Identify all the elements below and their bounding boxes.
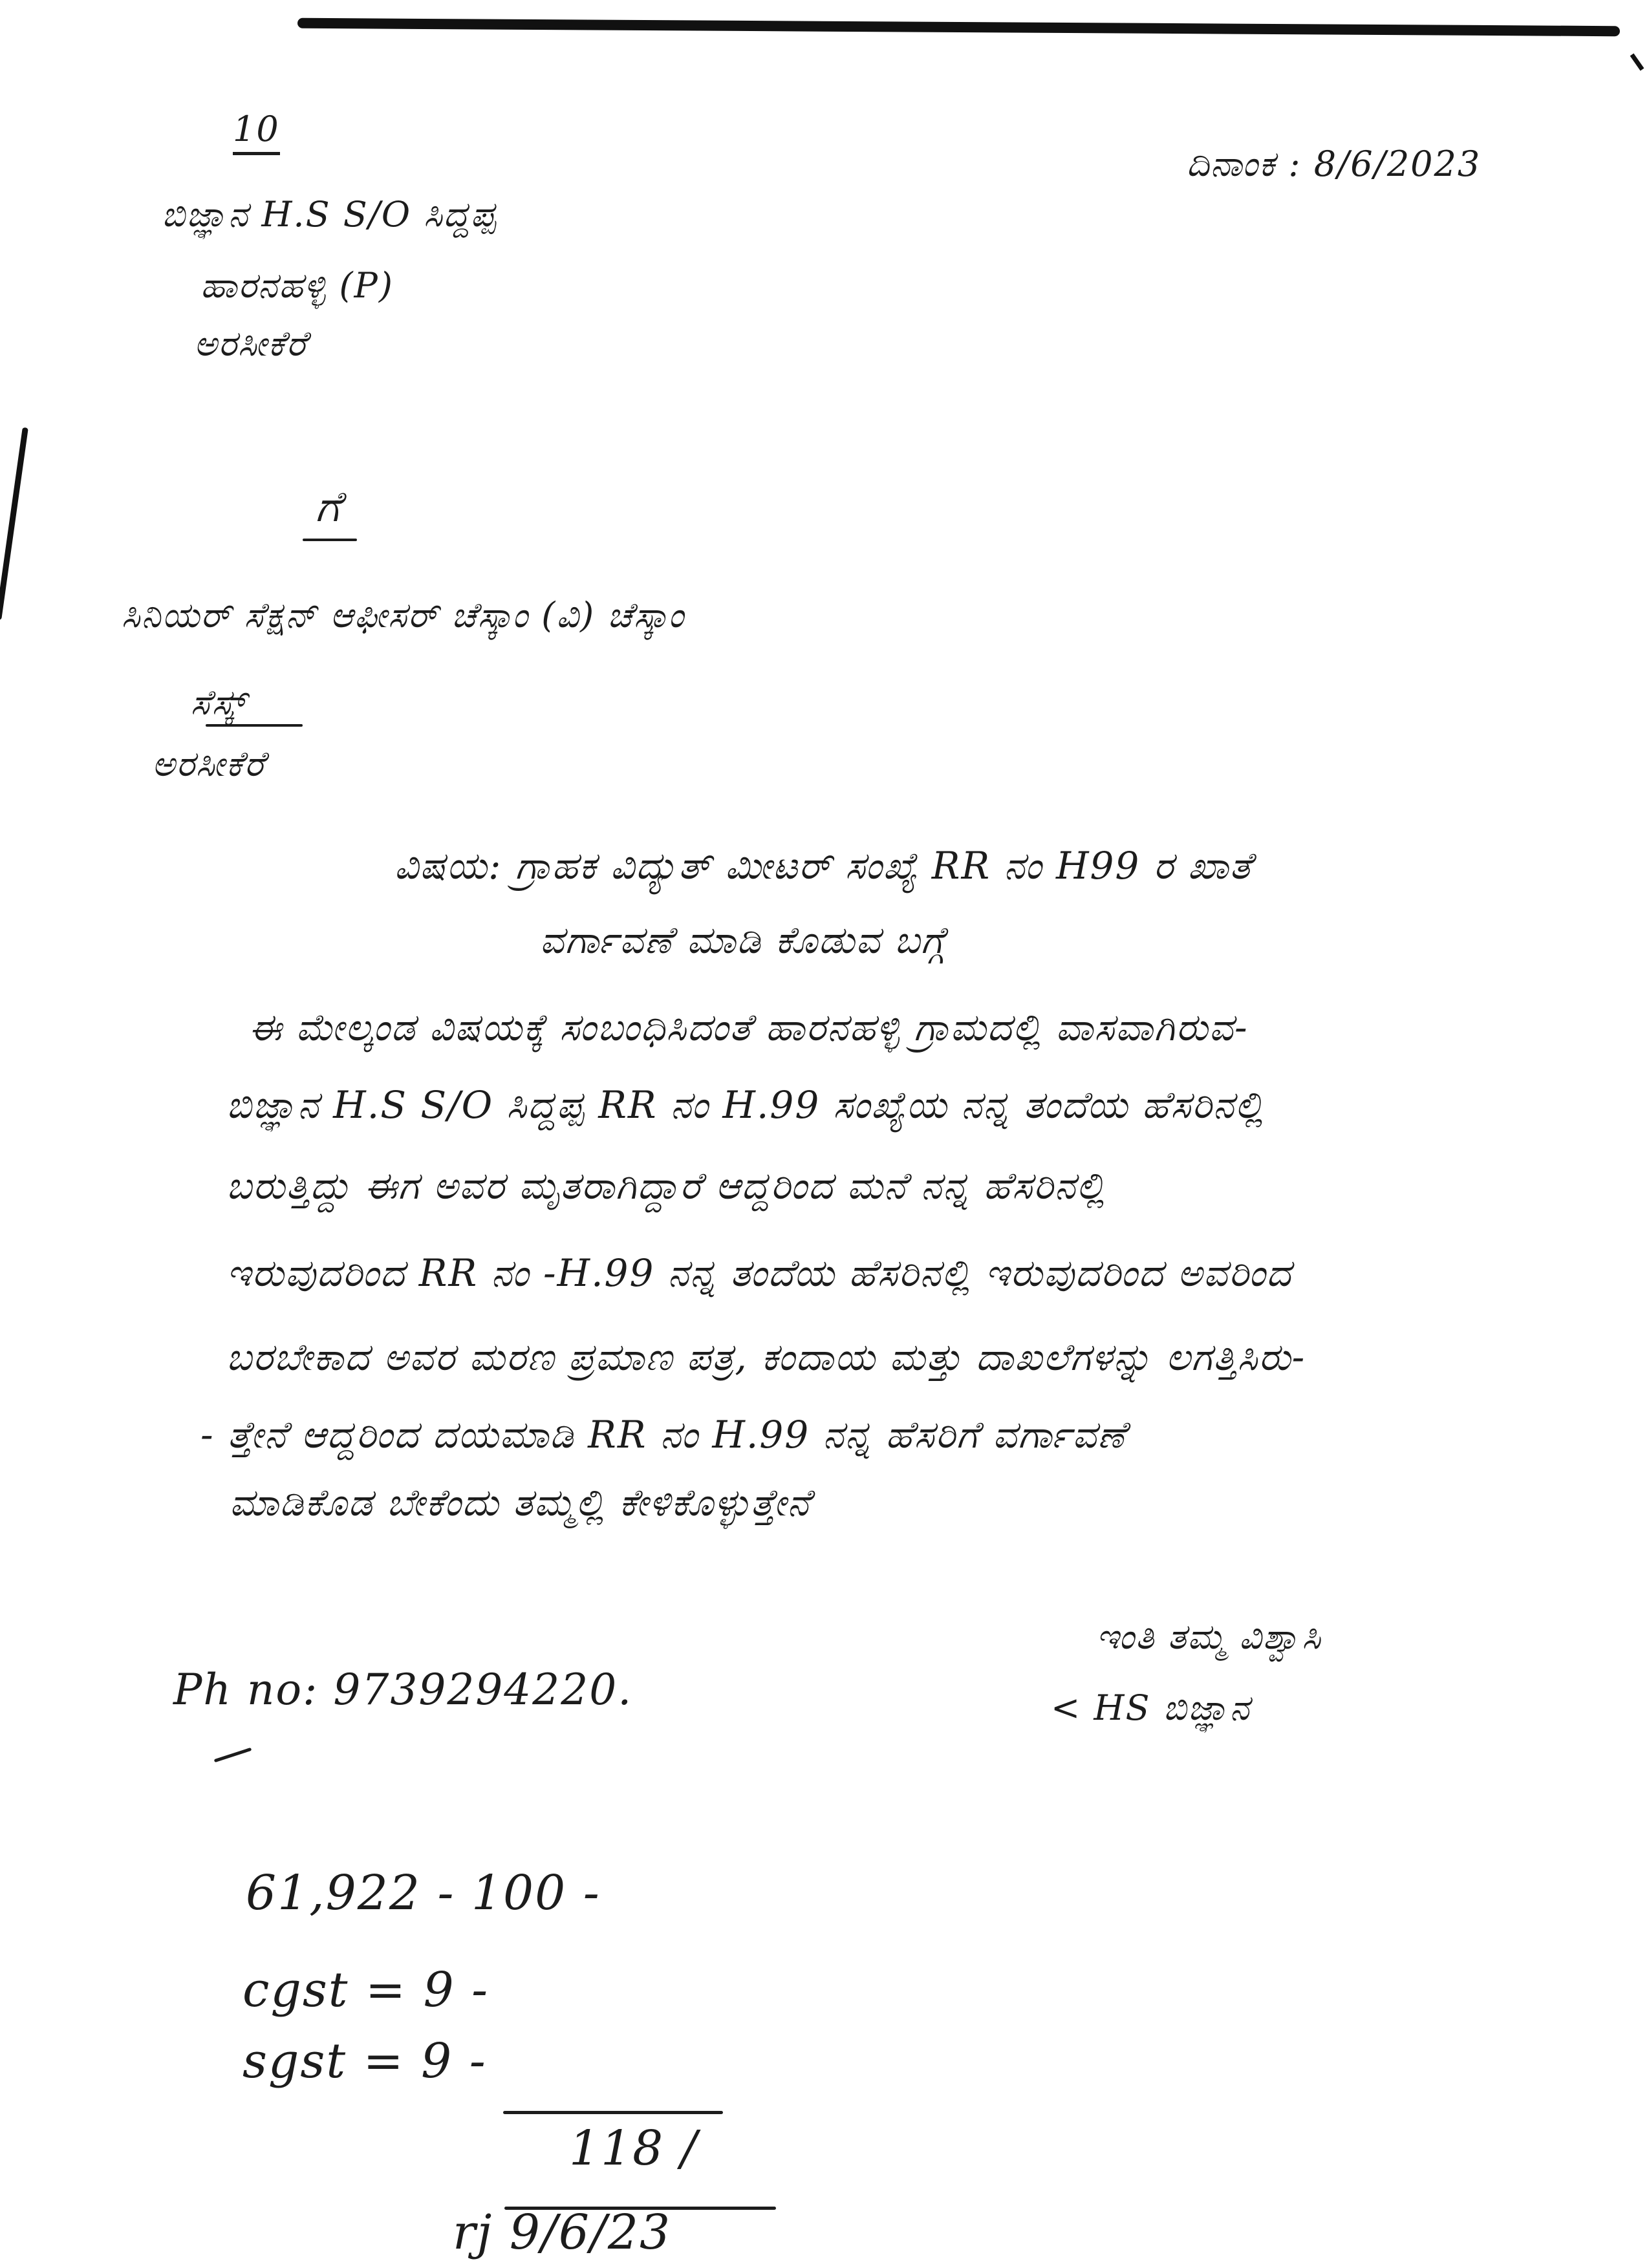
recipient-designation: ಸಿನಿಯರ್ ಸೆಕ್ಷನ್ ಆಫೀಸರ್ ಚೆಸ್ಕಾಂ (ವಿ) ಚೆಸ್ಕಾಂ <box>122 595 685 636</box>
sender-name: ಬಿಜ್ಞಾನ H.S S/O ಸಿದ್ದಪ್ಪ <box>162 194 497 235</box>
reference-number: 10 <box>233 109 280 155</box>
recipient-place: ಅರಸೀಕೆರೆ <box>152 744 266 784</box>
to-label-underline <box>303 539 357 541</box>
body-line: ಈ ಮೇಲ್ಕಂಡ ವಿಷಯಕ್ಕೆ ಸಂಬಂಧಿಸಿದಂತೆ ಹಾರನಹಳ್ಳಿ ಗ್ರಾಮದಲ್ಲಿ ವಾಸವಾಗಿರುವ- <box>249 1005 1249 1049</box>
phone-underline-stroke <box>214 1748 252 1762</box>
calc-receipt-mark: rj 9/6/23 <box>453 2205 672 2260</box>
body-line: - ತ್ತೇನೆ ಆದ್ದರಿಂದ ದಯಮಾಡಿ RR ನಂ H.99 ನನ್ನ ಹೆಸರಿಗೆ ವರ್ಗಾವಣೆ <box>200 1413 1127 1457</box>
calc-cgst-line: cgst = 9 - <box>242 1962 490 2018</box>
calc-amount-line: 61,922 - 100 - <box>246 1865 601 1921</box>
calc-sgst-line: sgst = 9 - <box>242 2033 487 2089</box>
scan-edge-line <box>297 18 1620 36</box>
sender-village: ಹಾರನಹಳ್ಳಿ (P) <box>200 265 394 306</box>
body-line: ಇರುವುದರಿಂದ RR ನಂ -H.99 ನನ್ನ ತಂದೆಯ ಹೆಸರಿನಲ್ಲಿ ಇರುವುದರಿಂದ ಅವರಿಂದ <box>226 1251 1292 1295</box>
calc-sum-rule <box>503 2111 723 2114</box>
phone-number: Ph no: 9739294220. <box>173 1665 633 1715</box>
subject-line-continued: ವರ್ಗಾವಣೆ ಮಾಡಿ ಕೊಡುವ ಬಗ್ಗೆ <box>540 918 947 962</box>
scan-edge-mark <box>1630 54 1644 71</box>
body-line: ಬಿಜ್ಞಾನ H.S S/O ಸಿದ್ದಪ್ಪ RR ನಂ H.99 ಸಂಖ್ಯೆಯ ನನ್ನ ತಂದೆಯ ಹೆಸರಿನಲ್ಲಿ <box>226 1083 1265 1127</box>
body-line: ಬರಬೇಕಾದ ಅವರ ಮರಣ ಪ್ರಮಾಣ ಪತ್ರ, ಕಂದಾಯ ಮತ್ತು ದಾಖಲೆಗಳನ್ನು ಲಗತ್ತಿಸಿರು- <box>226 1335 1306 1379</box>
subject-line: ವಿಷಯ: ಗ್ರಾಹಕ ವಿದ್ಯುತ್ ಮೀಟರ್ ಸಂಖ್ಯೆ RR ನಂ H99 ರ ಖಾತೆ <box>394 844 1253 888</box>
body-line: ಬರುತ್ತಿದ್ದು ಈಗ ಅವರ ಮೃತರಾಗಿದ್ದಾರೆ ಆದ್ದರಿಂದ ಮನೆ ನನ್ನ ಹೆಸರಿನಲ್ಲಿ <box>226 1164 1106 1208</box>
recipient-office: ಸೆಸ್ಕ್ <box>191 682 247 723</box>
scan-edge-mark <box>0 427 28 620</box>
letter-date: ದಿನಾಂಕ : 8/6/2023 <box>1187 144 1482 184</box>
closing-phrase: ಇಂತಿ ತಮ್ಮ ವಿಶ್ವಾಸಿ <box>1096 1616 1322 1657</box>
body-line: ಮಾಡಿಕೊಡ ಬೇಕೆಂದು ತಮ್ಮಲ್ಲಿ ಕೇಳಿಕೊಳ್ಳುತ್ತೇನೆ <box>230 1481 812 1524</box>
recipient-office-underline <box>206 724 303 727</box>
to-label: ಗೆ <box>316 482 342 531</box>
signature: < HS ಬಿಜ್ಞಾನ <box>1051 1687 1251 1728</box>
calc-total: 118 / <box>569 2121 698 2176</box>
sender-town: ಅರಸೀಕೆರೆ <box>194 323 308 364</box>
